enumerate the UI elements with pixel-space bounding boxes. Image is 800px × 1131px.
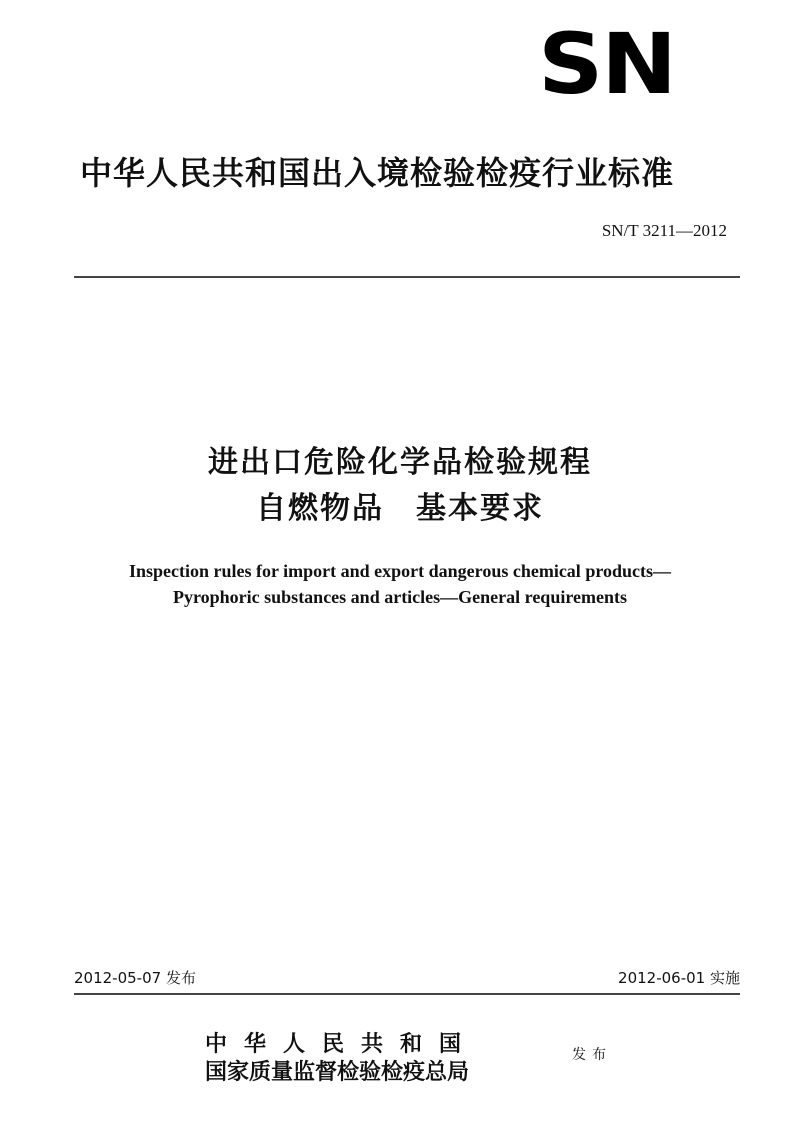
publisher-line2: 国家质量监督检验检疫总局 (205, 1059, 470, 1085)
chinese-title-line1: 进出口危险化学品检验规程 (208, 445, 592, 480)
implementation-date: 2012-06-01 实施 (618, 969, 740, 987)
chinese-title-line2: 自燃物品 基本要求 (256, 491, 544, 526)
english-title-line2: Pyrophoric substances and articles—General requirements (173, 587, 627, 607)
publisher (205, 1030, 478, 1086)
english-title (0, 558, 800, 610)
industry-standard-title: 中华人民共和国出入境检验检疫行业标准 (80, 154, 675, 192)
top-divider (74, 276, 740, 278)
sn-logo: SN (538, 15, 675, 113)
english-title-line1: Inspection rules for import and export dangerous chemical products— (128, 561, 671, 581)
chinese-title (0, 440, 800, 532)
publish-label: 发布 (572, 1047, 612, 1063)
standard-number: SN/T 3211—2012 (601, 221, 727, 240)
publisher-line1: 中华人民共和国 (205, 1031, 479, 1057)
issue-date: 2012-05-07 发布 (74, 969, 196, 987)
bottom-divider (74, 993, 740, 995)
